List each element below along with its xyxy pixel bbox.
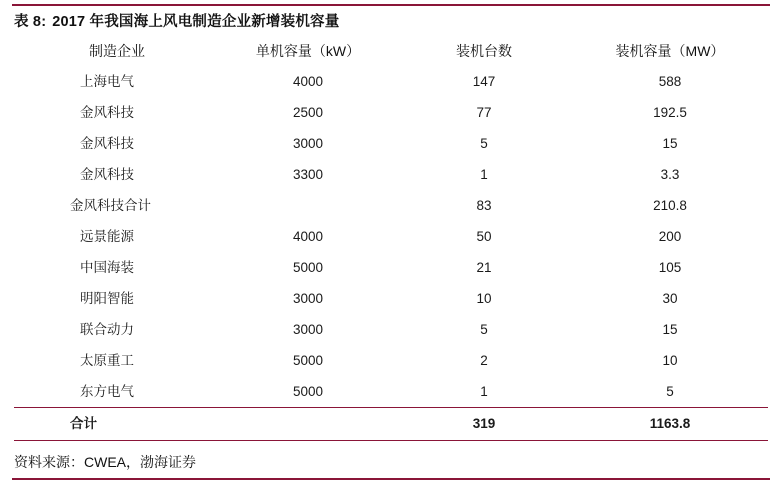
cell-installed-capacity: 15 (662, 321, 678, 337)
table-row (14, 128, 768, 159)
table-row (14, 252, 768, 283)
cell-manufacturer: 金风科技 (80, 135, 134, 151)
cell-turbine-count: 5 (480, 135, 488, 151)
cell-turbine-count: 147 (472, 73, 496, 89)
cell-turbine-count: 5 (480, 321, 488, 337)
table-row (14, 314, 768, 345)
cell-turbine-count: 1 (480, 166, 488, 182)
column-header-manufacturer: 制造企业 (89, 43, 145, 59)
table-row (14, 66, 768, 97)
cell-turbine-count: 21 (476, 259, 492, 275)
table-row (14, 376, 768, 408)
cell-installed-capacity: 192.5 (653, 104, 687, 120)
cell-manufacturer: 远景能源 (80, 228, 134, 244)
column-header-turbine-count: 装机台数 (456, 43, 512, 59)
source-note: 资料来源：CWEA，渤海证券 (14, 454, 196, 470)
table-row (14, 221, 768, 252)
cell-unit-capacity: 3300 (292, 166, 324, 182)
cell-turbine-count: 77 (476, 104, 492, 120)
cell-manufacturer: 金风科技合计 (70, 197, 151, 213)
cell-unit-capacity: 2500 (292, 104, 324, 120)
cell-manufacturer: 上海电气 (80, 73, 134, 89)
bottom-divider (12, 478, 770, 480)
capacity-table (14, 36, 768, 441)
table-row (14, 97, 768, 128)
table-row (14, 345, 768, 376)
table-row-total (14, 408, 768, 441)
cell-installed-capacity: 30 (662, 290, 678, 306)
cell-unit-capacity: 5000 (292, 383, 324, 399)
cell-unit-capacity: 3000 (292, 321, 324, 337)
table-row (14, 283, 768, 314)
cell-manufacturer: 中国海装 (80, 259, 134, 275)
table-header-row (14, 36, 768, 66)
top-divider (12, 4, 770, 6)
column-header-installed-capacity: 装机容量（MW） (615, 43, 725, 59)
table-row (14, 159, 768, 190)
cell-installed-capacity: 15 (662, 135, 678, 151)
cell-manufacturer: 太原重工 (80, 352, 134, 368)
cell-manufacturer: 联合动力 (80, 321, 134, 337)
cell-turbine-count: 10 (476, 290, 492, 306)
table-body (14, 66, 768, 441)
cell-installed-capacity: 3.3 (660, 166, 680, 182)
table-caption (14, 10, 339, 31)
cell-turbine-count: 83 (476, 197, 492, 213)
cell-unit-capacity: 5000 (292, 259, 324, 275)
table-caption-text: 2017 年我国海上风电制造企业新增装机容量 (52, 14, 340, 30)
cell-installed-capacity: 588 (658, 73, 682, 89)
cell-total-turbine-count: 319 (396, 408, 572, 441)
cell-total-unit-capacity (220, 408, 396, 441)
cell-total-label: 合计 (14, 408, 220, 441)
cell-manufacturer: 东方电气 (80, 383, 134, 399)
table-head (14, 36, 768, 66)
cell-total-installed-capacity: 1163.8 (572, 408, 768, 441)
table-row-subtotal (14, 190, 768, 221)
cell-unit-capacity: 3000 (292, 290, 324, 306)
cell-installed-capacity: 10 (662, 352, 678, 368)
cell-turbine-count: 2 (480, 352, 488, 368)
cell-manufacturer: 明阳智能 (80, 290, 134, 306)
cell-unit-capacity: 4000 (292, 228, 324, 244)
cell-installed-capacity: 210.8 (653, 197, 687, 213)
cell-turbine-count: 1 (480, 383, 488, 399)
cell-unit-capacity (220, 190, 396, 221)
cell-unit-capacity: 4000 (292, 73, 324, 89)
cell-installed-capacity: 5 (666, 383, 674, 399)
cell-manufacturer: 金风科技 (80, 104, 134, 120)
cell-installed-capacity: 105 (658, 259, 682, 275)
cell-turbine-count: 50 (476, 228, 492, 244)
cell-manufacturer: 金风科技 (80, 166, 134, 182)
column-header-unit-capacity: 单机容量（kW） (255, 43, 361, 59)
table-caption-label: 表 8: (14, 14, 47, 30)
cell-installed-capacity: 200 (658, 228, 682, 244)
cell-unit-capacity: 3000 (292, 135, 324, 151)
cell-unit-capacity: 5000 (292, 352, 324, 368)
